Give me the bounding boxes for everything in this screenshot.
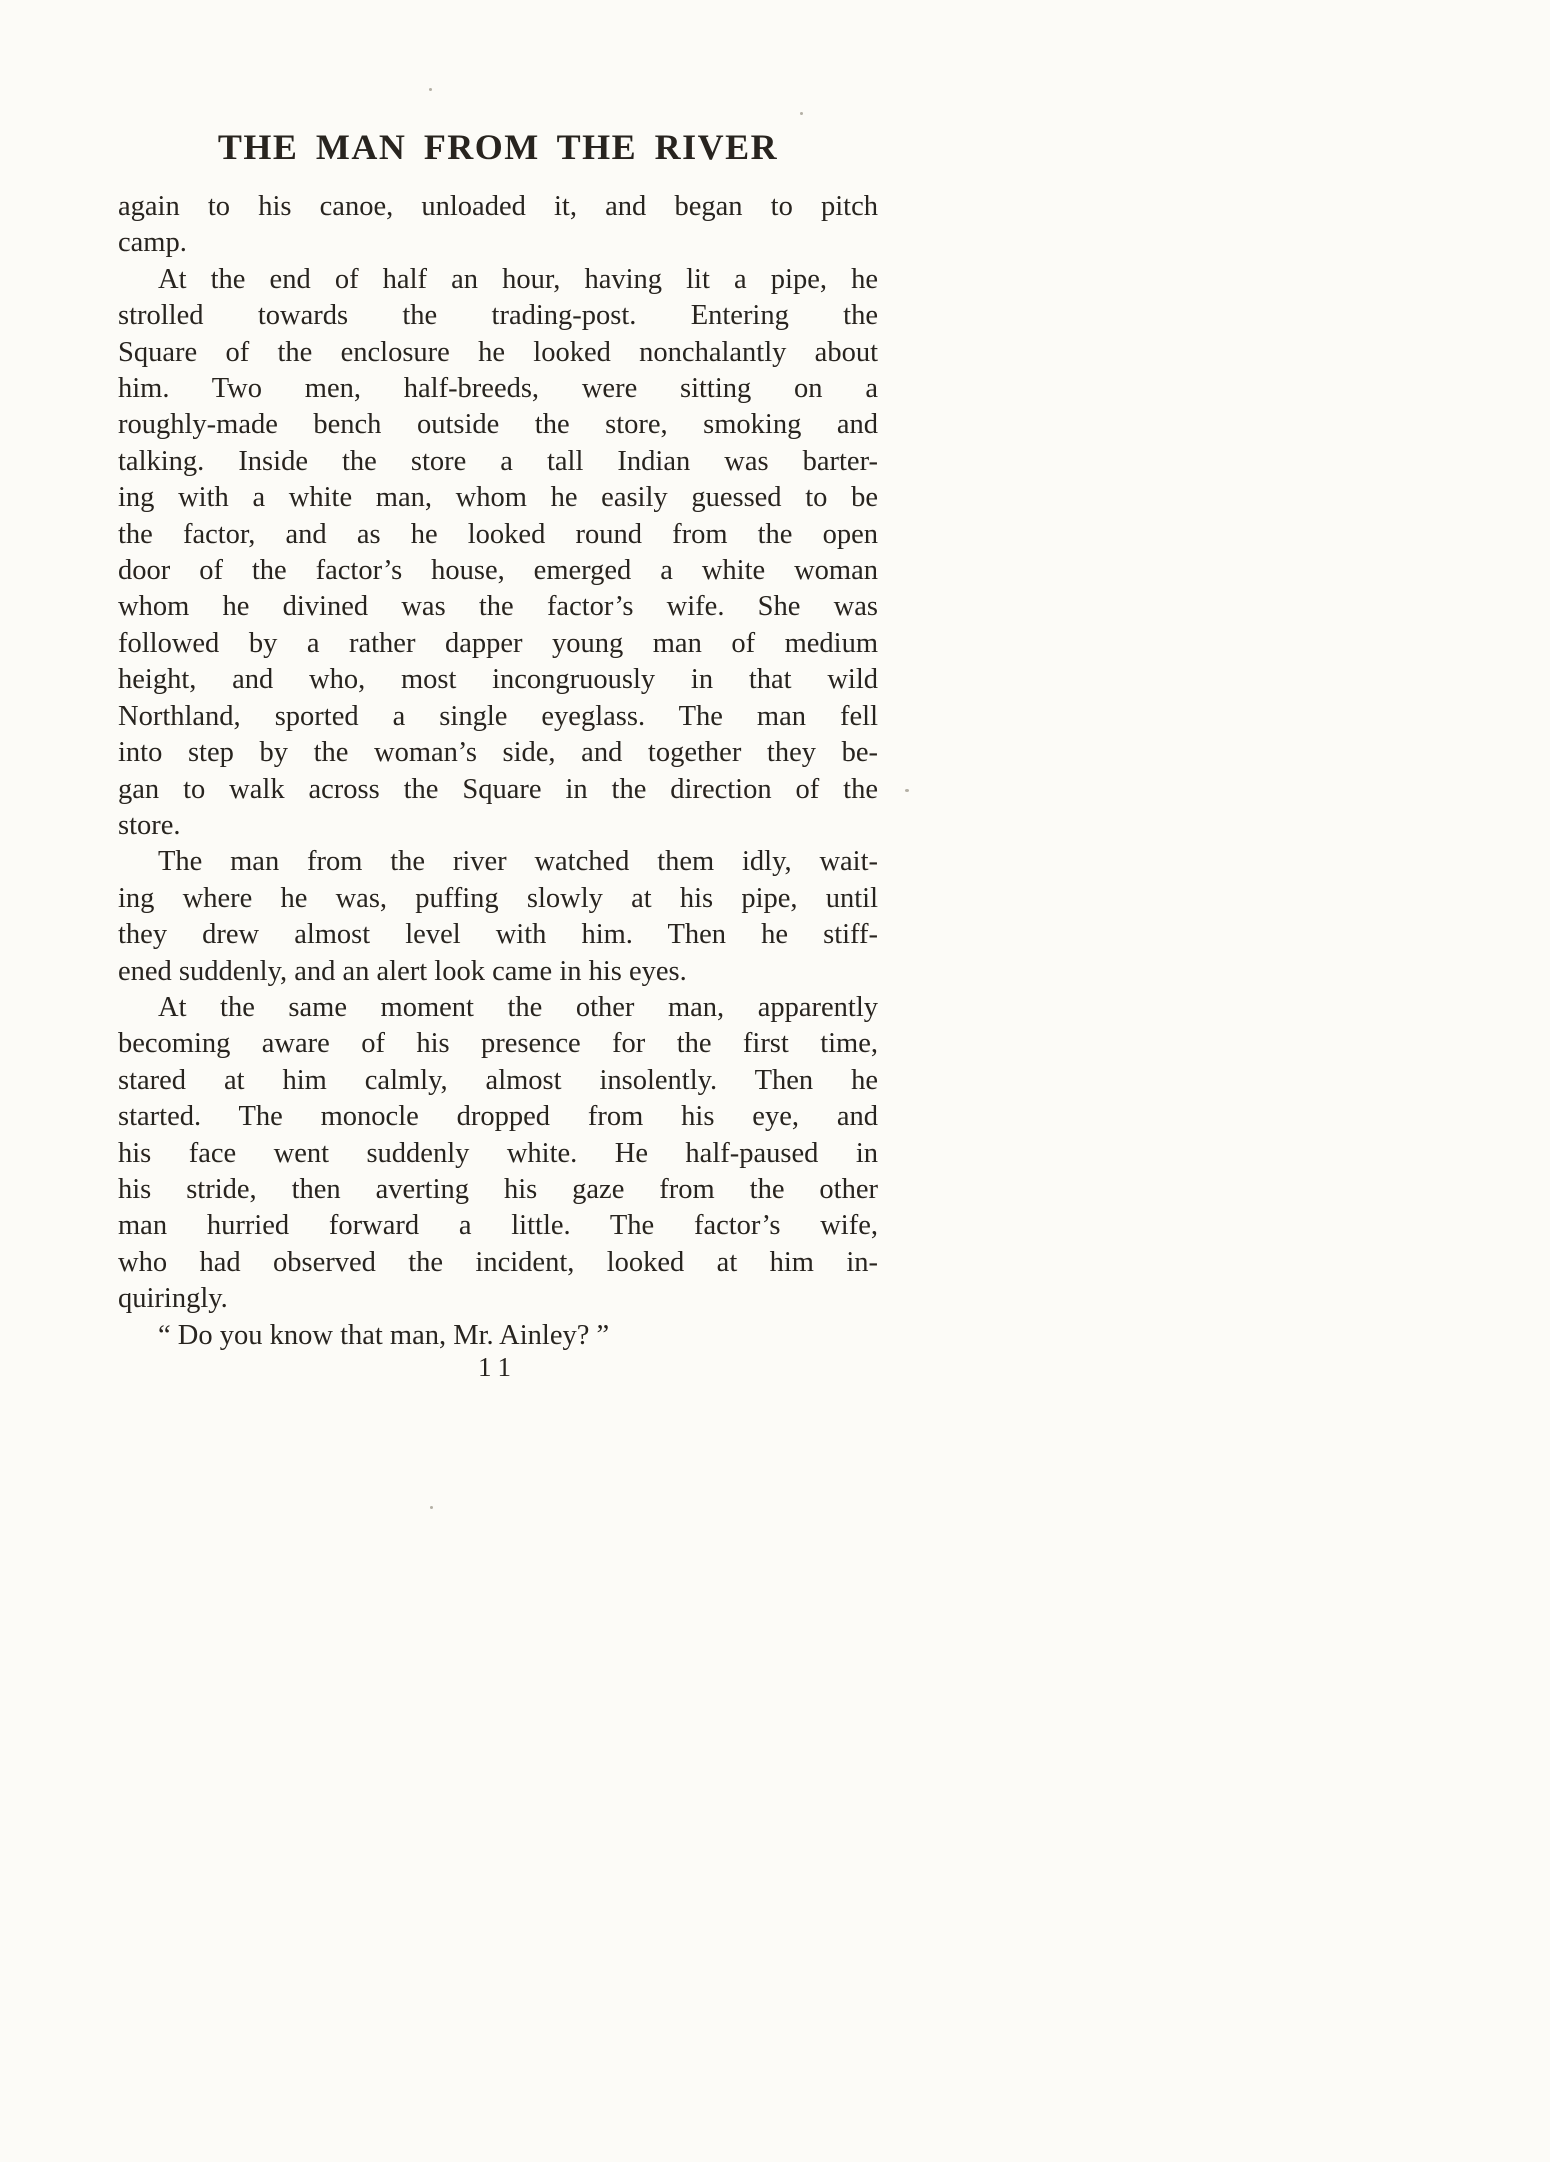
text-line: ened suddenly, and an alert look came in his eyes. [118, 955, 687, 987]
text-line: roughly-made bench outside the store, smoking and [118, 409, 878, 441]
text-line: again to his canoe, unloaded it, and began to pitch [118, 191, 878, 222]
text-line: ing where he was, puffing slowly at his pipe, until [118, 882, 878, 914]
text-line: The man from the river watched them idly, wait- [158, 846, 878, 878]
text-line: “ Do you know that man, Mr. Ainley? ” [158, 1319, 610, 1351]
text-line: him. Two men, half-breeds, were sitting on a [118, 373, 878, 405]
scan-speck [430, 1506, 433, 1509]
page-header: THE MAN FROM THE RIVER [217, 127, 779, 167]
text-line: the factor, and as he looked round from the open [118, 518, 878, 550]
text-line: gan to walk across the Square in the direction of the [118, 773, 878, 805]
paragraph [118, 1318, 878, 1354]
text-line: Square of the enclosure he looked nonchalantly about [118, 336, 878, 368]
text-line: Northland, sported a single eyeglass. The man fell [118, 700, 878, 732]
paragraph [118, 262, 878, 845]
text-line: stared at him calmly, almost insolently. Then he [118, 1064, 878, 1096]
text-line: door of the factor’s house, emerged a white woman [118, 555, 878, 587]
scan-speck [429, 88, 432, 91]
paragraph [118, 189, 878, 262]
text-line: whom he divined was the factor’s wife. She was [118, 591, 878, 623]
text-line: ing with a white man, whom he easily guessed to be [118, 482, 878, 514]
text-body [118, 189, 878, 1354]
text-line: followed by a rather dapper young man of medium [118, 627, 878, 659]
text-line: man hurried forward a little. The factor’s wife, [118, 1210, 878, 1242]
scan-speck [800, 112, 803, 115]
scan-speck [905, 789, 909, 792]
text-line: his face went suddenly white. He half-paused in [118, 1137, 878, 1169]
text-line: who had observed the incident, looked at him in- [118, 1246, 878, 1278]
text-line: his stride, then averting his gaze from the other [118, 1173, 878, 1205]
text-column [118, 126, 878, 1354]
text-line: At the end of half an hour, having lit a pipe, he [158, 263, 878, 295]
text-line: height, and who, most incongruously in that wild [118, 664, 878, 696]
text-line: becoming aware of his presence for the first time, [118, 1028, 878, 1060]
paragraph [118, 990, 878, 1318]
text-line: talking. Inside the store a tall Indian was barter- [118, 445, 878, 477]
text-line: started. The monocle dropped from his eye, and [118, 1101, 878, 1133]
text-line: strolled towards the trading-post. Entering the [118, 300, 878, 332]
text-line: store. [118, 809, 181, 841]
page-number: 11 [478, 1352, 518, 1382]
text-line: quiringly. [118, 1283, 228, 1315]
text-line: into step by the woman’s side, and together they be- [118, 737, 878, 769]
text-line: camp. [118, 227, 187, 259]
text-line: they drew almost level with him. Then he stiff- [118, 919, 878, 951]
text-line: At the same moment the other man, apparently [158, 991, 878, 1023]
paragraph [118, 844, 878, 990]
